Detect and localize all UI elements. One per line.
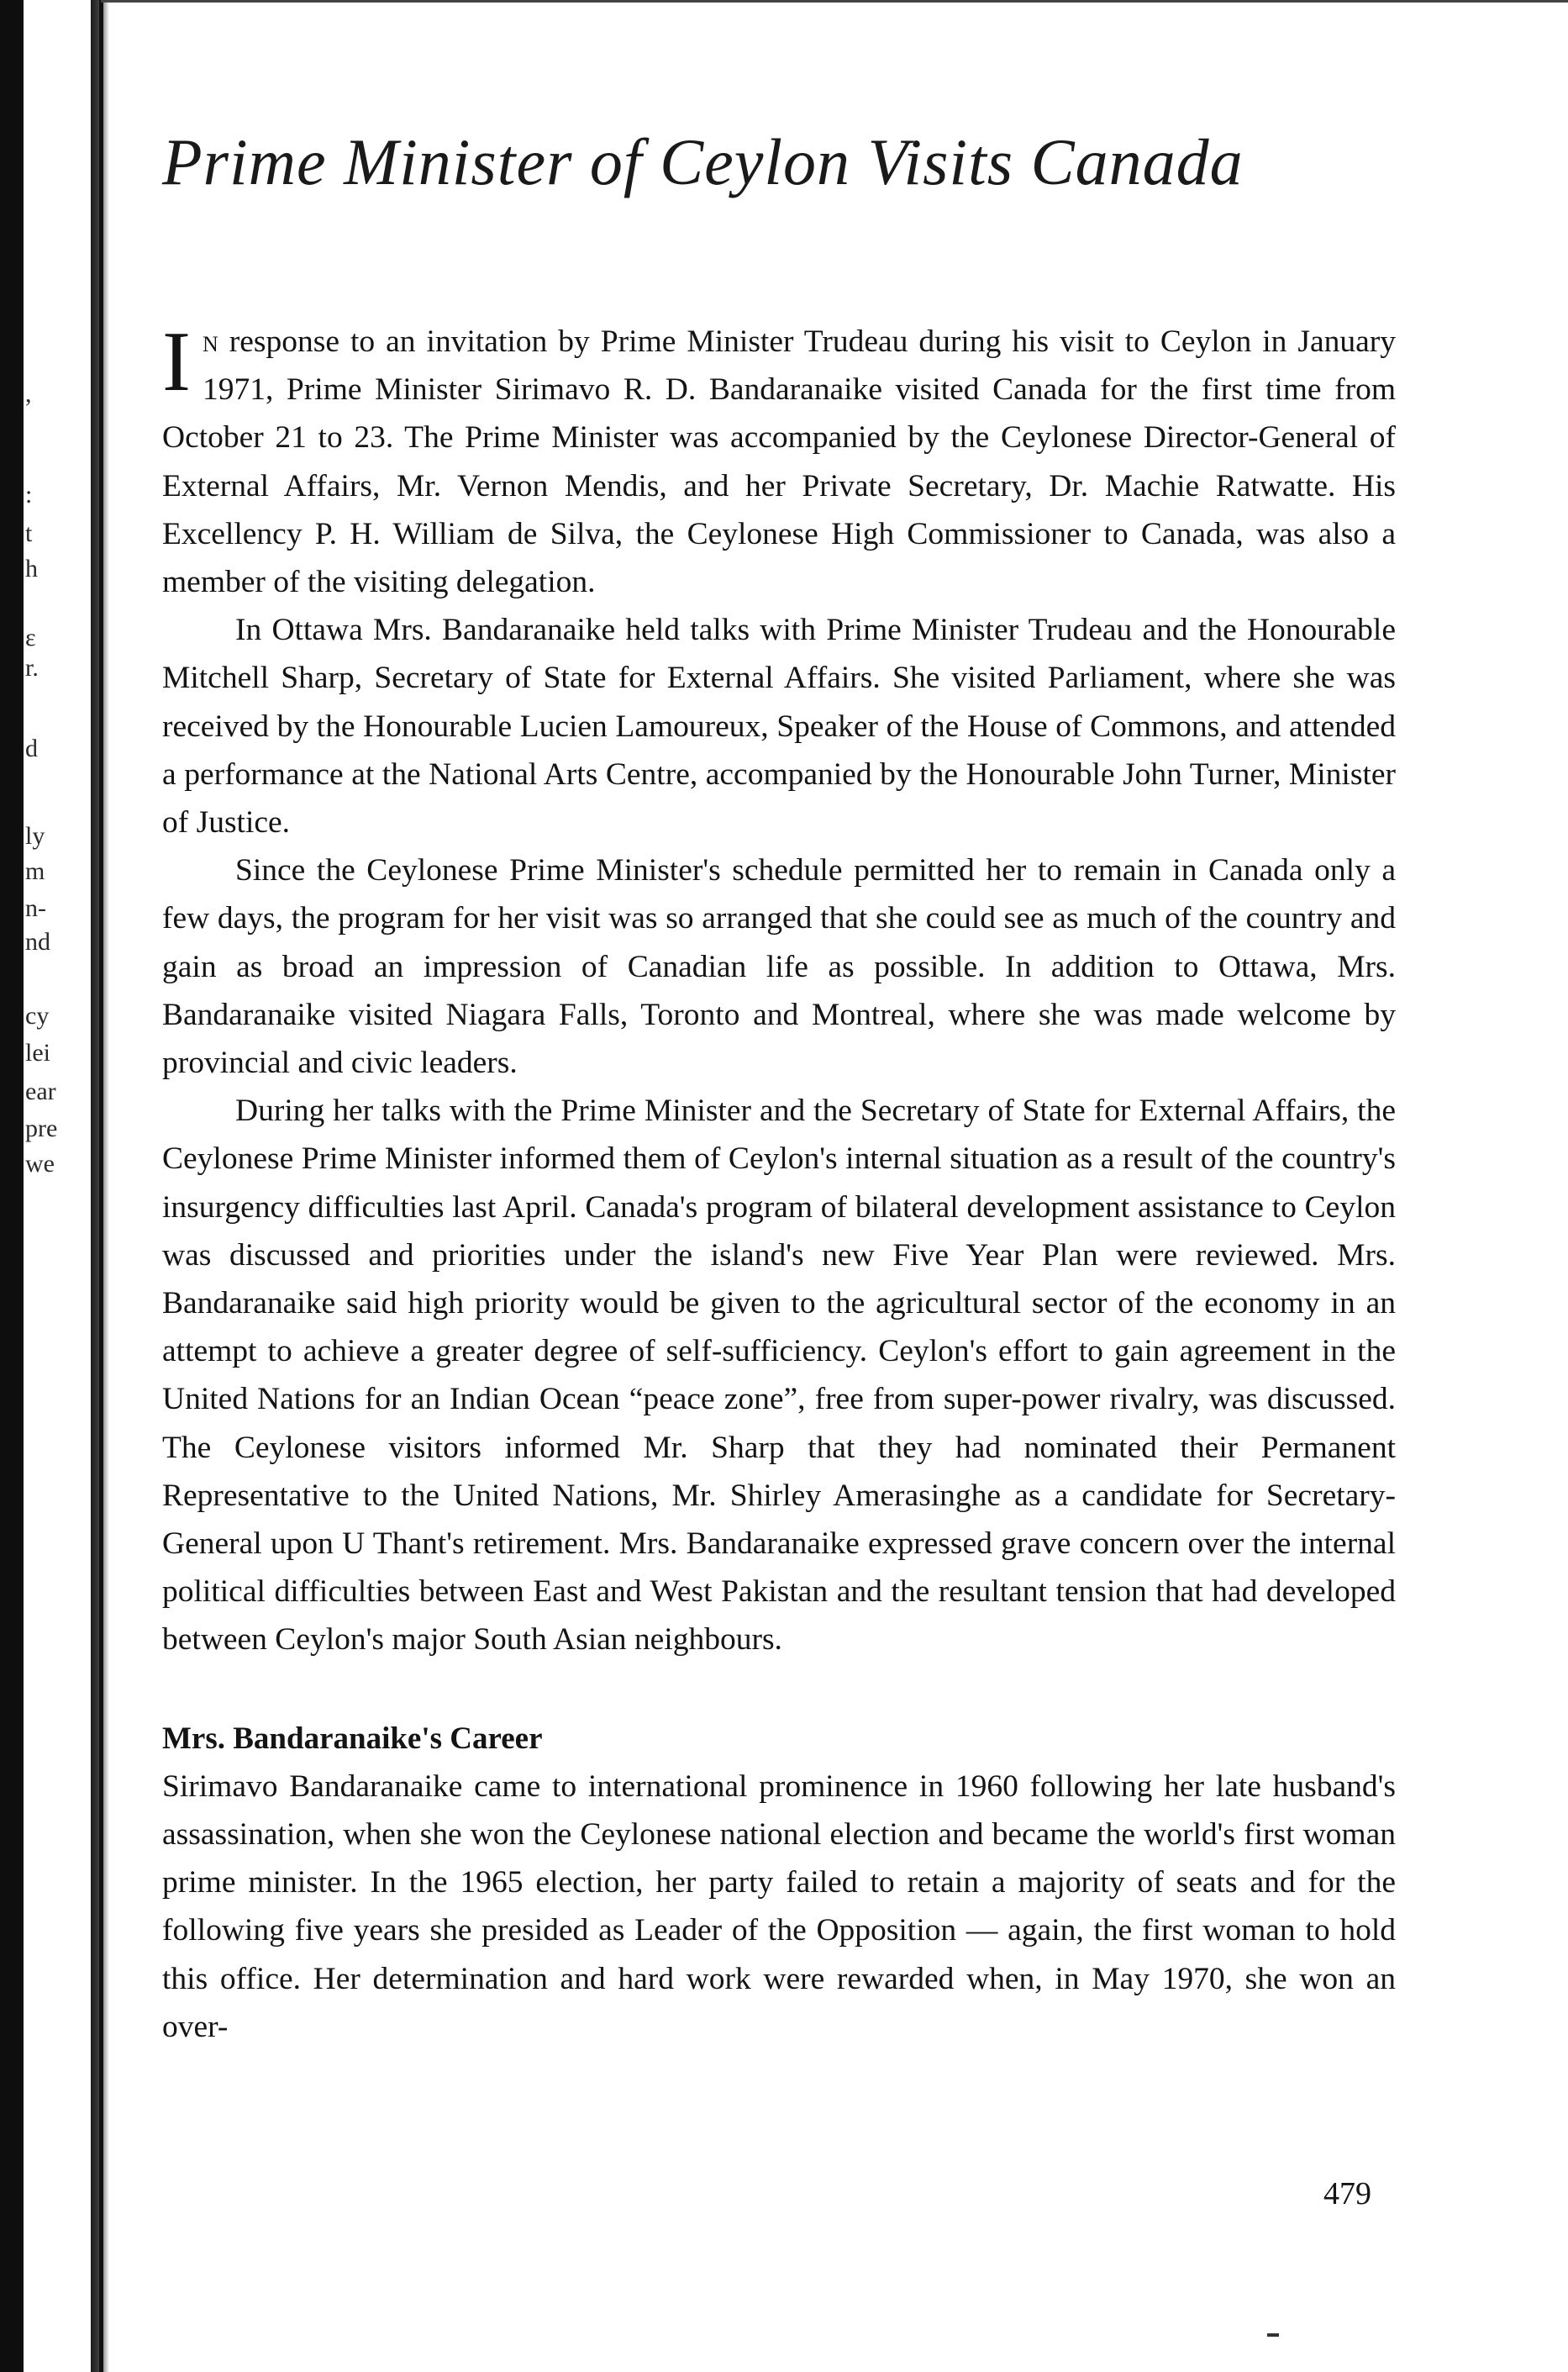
article-page (162, 125, 1396, 2044)
binding-edge (0, 0, 24, 2372)
article-title: Prime Minister of Ceylon Visits Canada (162, 125, 1244, 198)
paragraph-2: In Ottawa Mrs. Bandaranaike held talks with Prime Minister Trudeau and the Honourable Mitchell Sharp, Secretary of State for External Affairs. She visited Parliament, where she was received by the Honourable Lucien Lamoureux, Speaker of the House of Commons, and attended a performance at the National Arts Centre, accompanied by the Honourable John Turner, Minister of Justice. (162, 613, 1396, 841)
gutter-line (99, 0, 103, 2372)
paragraph-3: Since the Ceylonese Prime Minister's schedule permitted her to remain in Canada only a few days, the program for her visit was so arranged that she could see as much of the country and gain as broad an impression of Canadian life as possible. In addition to Ottawa, Mrs. Bandaranaike visited Niagara Falls, Toronto and Montreal, where she was made welcome by provincial and civic leaders. (162, 853, 1396, 1081)
facing-fragment: r. (25, 654, 39, 682)
facing-fragment: , (25, 380, 32, 408)
paragraph-1-text: response to an invitation by Prime Minister Trudeau during his visit to Ceylon in January 1971, Prime Minister Sirimavo R. D. Bandaranaike visited Canada for the first time from October 21 to 23. The Prime Minister was accompanied by the Ceylonese Director-General of External Affairs, Mr. Vernon Mendis, and her Private Secretary, Dr. Machie Ratwatte. His Excellency P. H. William de Silva, the Ceylonese High Commissioner to Canada, was also a member of the visiting delegation. (162, 324, 1396, 600)
facing-fragment: ε (25, 624, 36, 651)
facing-fragment: lei (25, 1039, 50, 1067)
drop-cap: I (162, 314, 191, 409)
facing-fragment: ly (25, 822, 45, 850)
paragraph-4: During her talks with the Prime Minister and the Secretary of State for External Affairs, the Ceylonese Prime Minister informed them of Ceylon's internal situation as a result of the country's insurgency difficulties last April. Canada's program of bilateral development assistance to Ceylon was discussed and priorities under the island's new Five Year Plan were reviewed. Mrs. Bandaranaike said high priority would be given to the agricultural sector of the economy in an attempt to achieve a greater degree of self-sufficiency. Ceylon's effort to gain agreement in the United Nations for an Indian Ocean “peace zone”, free from super-power rivalry, was discussed. The Ceylonese visitors informed Mr. Sharp that they had nominated their Permanent Representative to the United Nations, Mr. Shirley Amerasinghe as a candidate for Secretary-General upon U Thant's retirement. Mrs. Bandaranaike expressed grave concern over the internal political difficulties between East and West Pakistan and the resultant tension that had developed between Ceylon's major South Asian neighbours. (162, 1094, 1396, 1658)
opening-small-caps: n (202, 324, 218, 359)
facing-fragment: t (25, 519, 33, 547)
facing-fragment: ear (25, 1078, 56, 1105)
facing-fragment: n- (25, 894, 46, 922)
facing-fragment: pre (25, 1115, 58, 1142)
facing-fragment: : (25, 481, 33, 509)
facing-fragment: h (25, 555, 38, 582)
facing-fragment: cy (25, 1002, 50, 1030)
top-edge-rule (101, 0, 1568, 3)
career-paragraph: Sirimavo Bandaranaike came to international prominence in 1960 following her late husband's assassination, when she won the Ceylonese national election and became the world's first woman prime minister. In the 1965 election, her party failed to retain a majority of seats and for the following five years she presided as Leader of the Opposition — again, the first woman to hold this office. Her determination and hard work were rewarded when, in May 1970, she won an over- (162, 1768, 1396, 2044)
scan-speck (1267, 2333, 1279, 2337)
article-body (162, 314, 1396, 2051)
career-heading: Mrs. Bandaranaike's Career (162, 1721, 543, 1756)
facing-page-bleed (25, 0, 92, 2372)
page-number: 479 (1323, 2176, 1371, 2211)
facing-fragment: d (25, 735, 38, 762)
facing-fragment: nd (25, 928, 50, 956)
paragraph-1 (162, 314, 1396, 606)
career-section (162, 1715, 1396, 2051)
facing-fragment: m (25, 857, 45, 885)
facing-fragment: we (25, 1150, 55, 1178)
